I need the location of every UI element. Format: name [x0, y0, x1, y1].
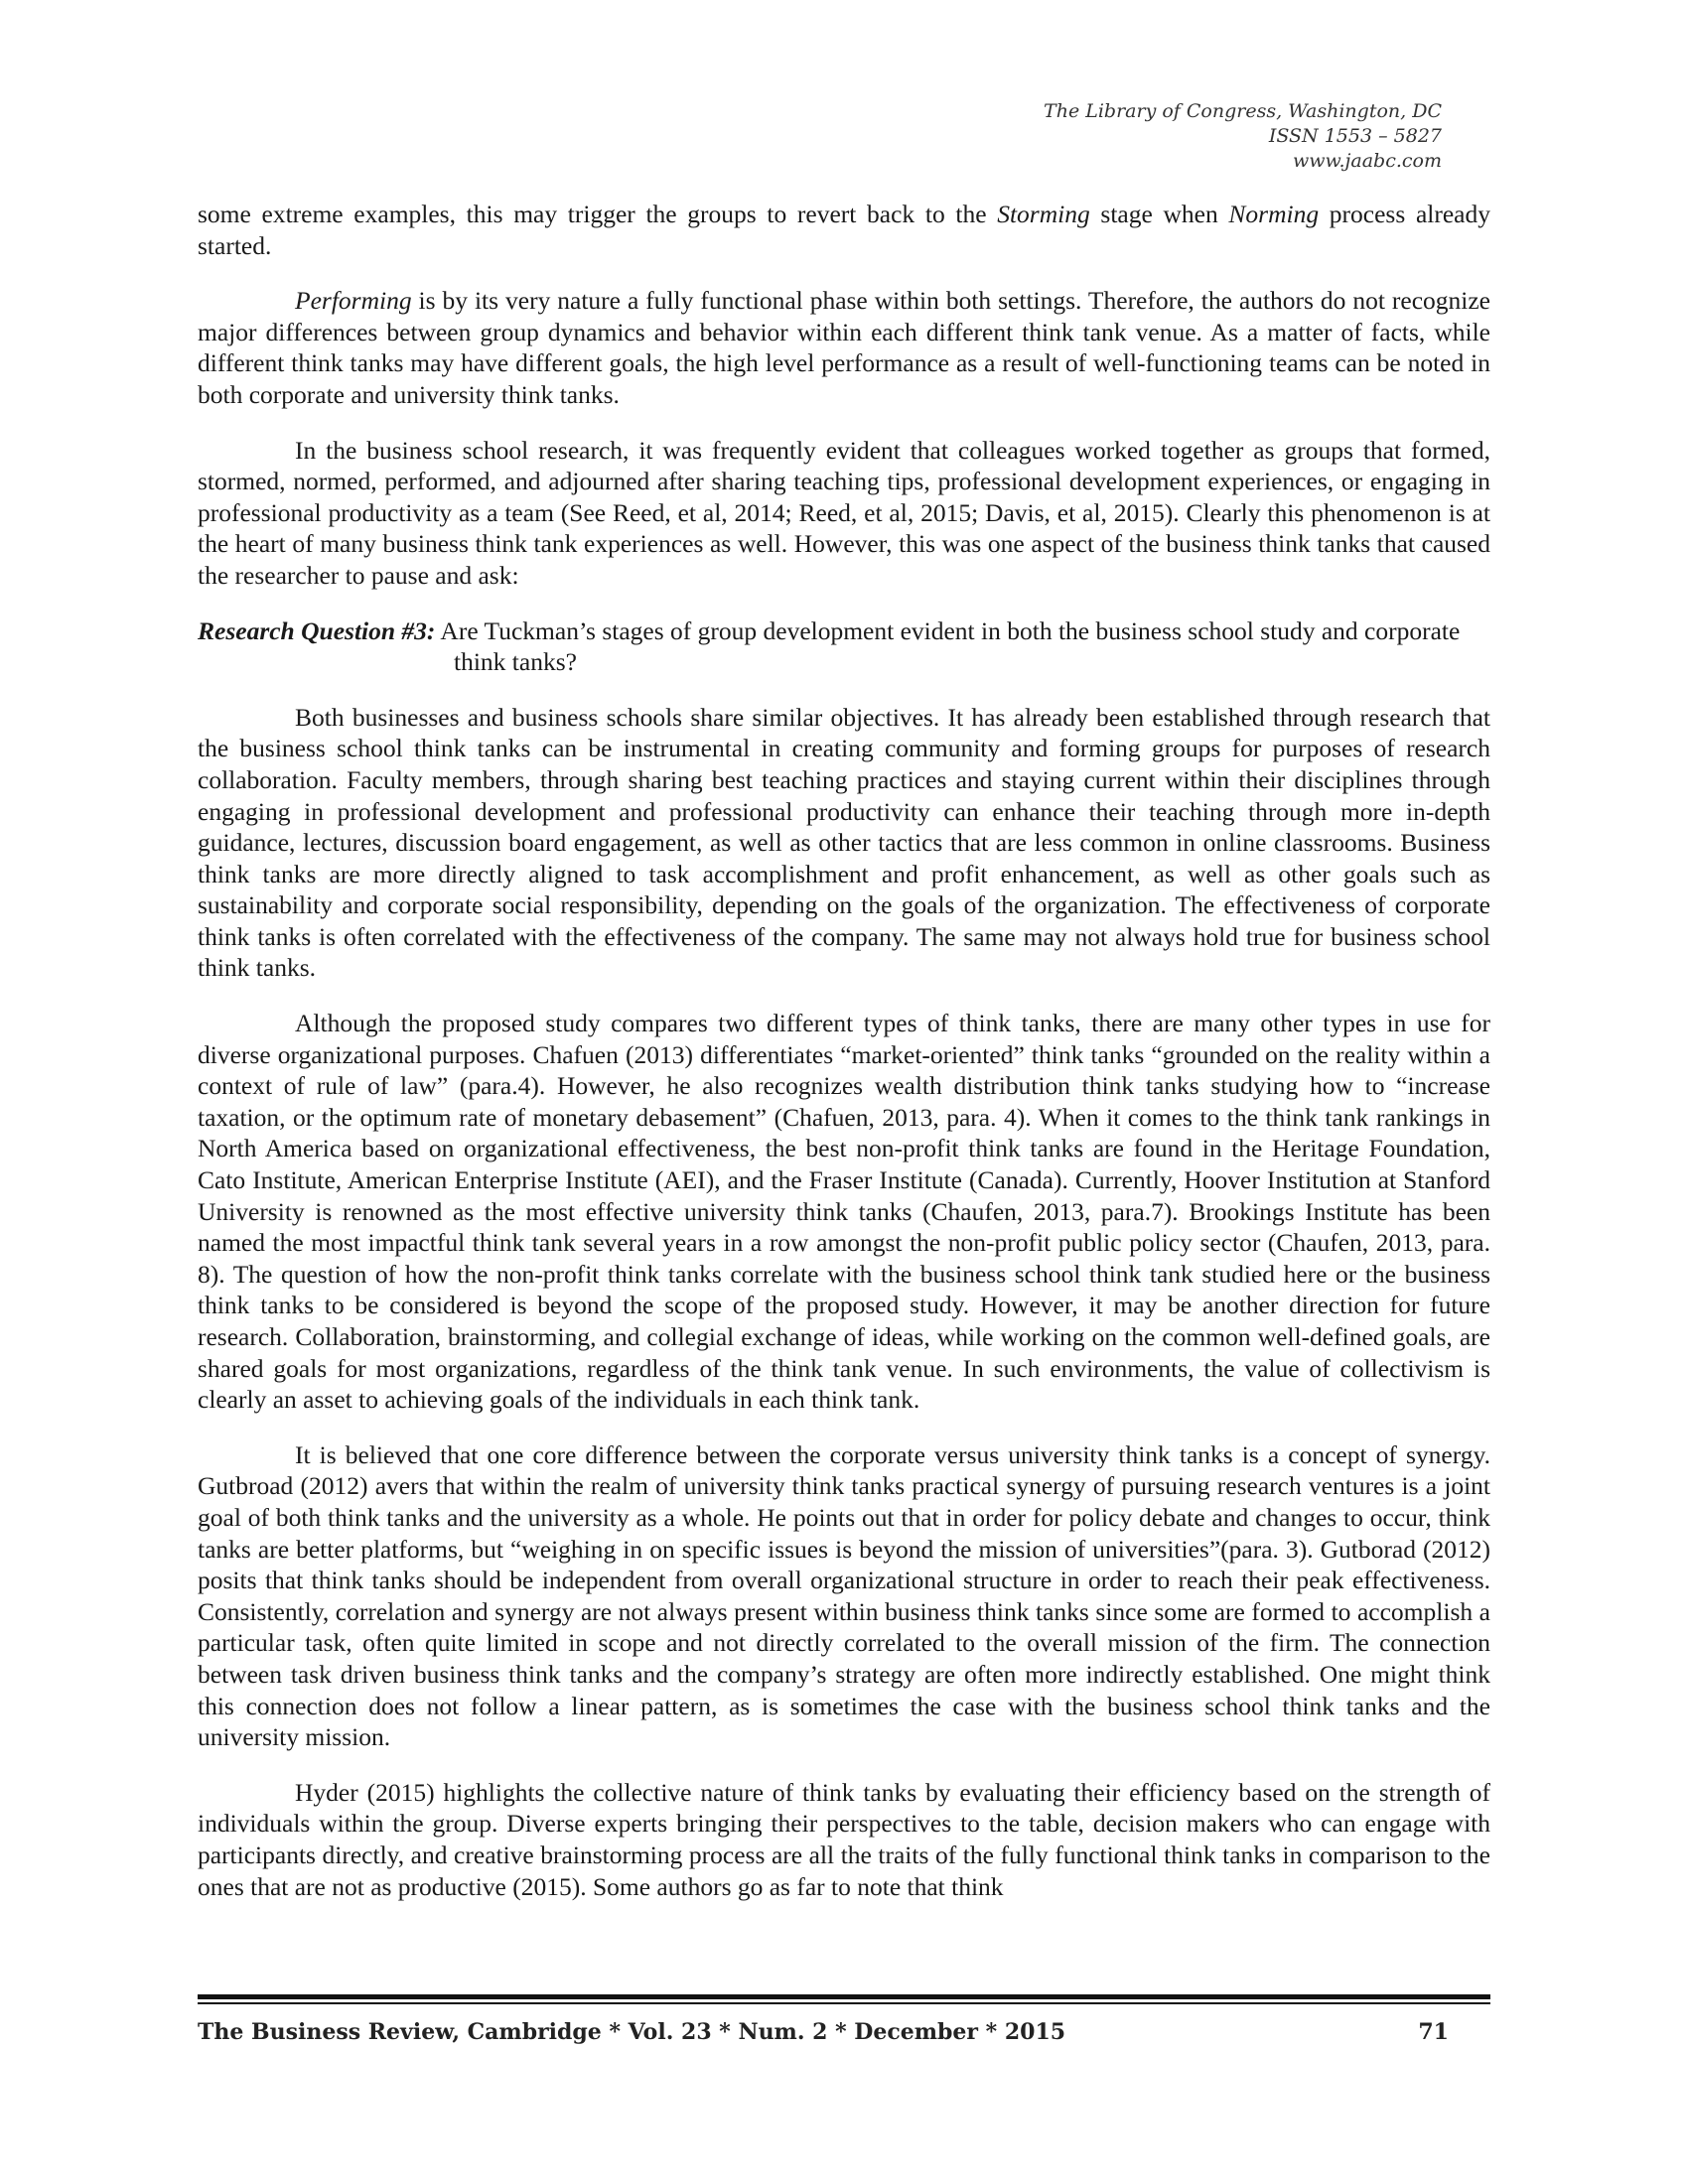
paragraph-shared-objectives: Both businesses and business schools share similar objectives. It has already been established through research that the business school think tanks can be instrumental in creating community and forming groups for purposes of research collaboration. Faculty members, through sharing best teaching practices and staying current within their disciplines through engaging in professional development and professional productivity can enhance their teaching through more in-depth guidance, lectures, discussion board engagement, as well as other tactics that are less common in online classrooms. Business think tanks are more directly aligned to task accomplishment and profit enhancement, as well as other goals such as sustainability and corporate social responsibility, depending on the goals of the organization. The effectiveness of corporate think tanks is often correlated with the effectiveness of the company. The same may not always hold true for business school think tanks.	[198, 702, 1490, 983]
research-question-3	[198, 615, 1490, 678]
paragraph-synergy: It is believed that one core difference between the corporate versus university think tanks is a concept of synergy. Gutbroad (2012) avers that within the realm of university think tanks practical synergy of pursuing research ventures is a joint goal of both think tanks and the university as a whole. He points out that in order for policy debate and changes to occur, think tanks are better platforms, but “weighing in on specific issues is beyond the mission of universities”(para. 3). Gutborad (2012) posits that think tanks should be independent from overall organizational structure in order to reach their peak effectiveness. Consistently, correlation and synergy are not always present within business think tanks since some are formed to accomplish a particular task, often quite limited in scope and not directly correlated to the overall mission of the firm. The connection between task driven business think tanks and the company’s strategy are often more indirectly established. One might think this connection does not follow a linear pattern, as is sometimes the case with the business school think tanks and the university mission.	[198, 1439, 1490, 1752]
footer-rule-thick	[198, 1994, 1490, 1999]
header-library: The Library of Congress, Washington, DC	[1044, 100, 1442, 122]
running-header	[1044, 99, 1442, 174]
paragraph-continuation: some extreme examples, this may trigger the groups to revert back to the Storming stage when Norming process already started.	[198, 200, 1490, 260]
term-norming: Norming	[1228, 200, 1320, 228]
term-storming: Storming	[997, 200, 1090, 228]
body-text	[198, 199, 1490, 1926]
paragraph-collective-nature: Hyder (2015) highlights the collective nature of think tanks by evaluating their efficiency based on the strength of individuals within the group. Diverse experts bringing their perspectives to the table, decision makers who can engage with participants directly, and creative brainstorming process are all the traits of the fully functional think tanks in comparison to the ones that are not as productive (2015). Some authors go as far to note that think	[198, 1777, 1490, 1901]
header-website: www.jaabc.com	[1292, 150, 1442, 172]
term-performing: Performing	[295, 286, 412, 316]
paragraph-business-school-research: In the business school research, it was frequently evident that colleagues worked together as groups that formed, stormed, normed, performed, and adjourned after sharing teaching tips, professional development experiences, or engaging in professional productivity as a team (See Reed, et al, 2014; Reed, et al, 2015; Davis, et al, 2015). Clearly this phenomenon is at the heart of many business think tank experiences as well. However, this was one aspect of the business think tanks that caused the researcher to pause and ask:	[198, 435, 1490, 590]
paragraph-think-tank-types: Although the proposed study compares two different types of think tanks, there are many other types in use for diverse organizational purposes. Chafuen (2013) differentiates “market-oriented” think tanks “grounded on the reality within a context of rule of law” (para.4). However, he also recognizes wealth distribution think tanks studying how to “increase taxation, or the optimum rate of monetary debasement” (Chafuen, 2013, para. 4). When it comes to the think tank rankings in North America based on organizational effectiveness, the best non-profit think tanks are found in the Heritage Foundation, Cato Institute, American Enterprise Institute (AEI), and the Fraser Institute (Canada). Currently, Hoover Institution at Stanford University is renowned as the most effective university think tanks (Chaufen, 2013, para.7). Brookings Institute has been named the most impactful think tank several years in a row amongst the non-profit public policy sector (Chaufen, 2013, para. 8). The question of how the non-profit think tanks correlate with the business school think tank studied here or the business think tanks to be considered is beyond the scope of the proposed study. However, it may be another direction for future research. Collaboration, brainstorming, and collegial exchange of ideas, while working on the common well-defined goals, are shared goals for most organizations, regardless of the think tank venue. In such environments, the value of collectivism is clearly an asset to achieving goals of the individuals in each think tank.	[198, 1009, 1490, 1415]
paragraph-performing: Performing is by its very nature a fully functional phase within both settings. Therefore, the authors do not recognize major differences between group dynamics and behavior within each different think tank venue. As a matter of facts, while different think tanks may have different goals, the high level performance as a result of well-functioning teams can be noted in both corporate and university think tanks.	[198, 286, 1490, 409]
research-question-text: Are Tuckman’s stages of group development evident in both the business school study and corporate think tanks?	[435, 615, 1461, 677]
footer-rule-thin	[198, 2002, 1490, 2004]
header-issn: ISSN 1553 – 5827	[1268, 125, 1442, 147]
page-number: 71	[1418, 2019, 1449, 2045]
footer-journal: The Business Review, Cambridge * Vol. 23 * Num. 2 * December * 2015	[198, 2019, 1066, 2045]
research-question-label: Research Question #3:	[198, 615, 436, 645]
